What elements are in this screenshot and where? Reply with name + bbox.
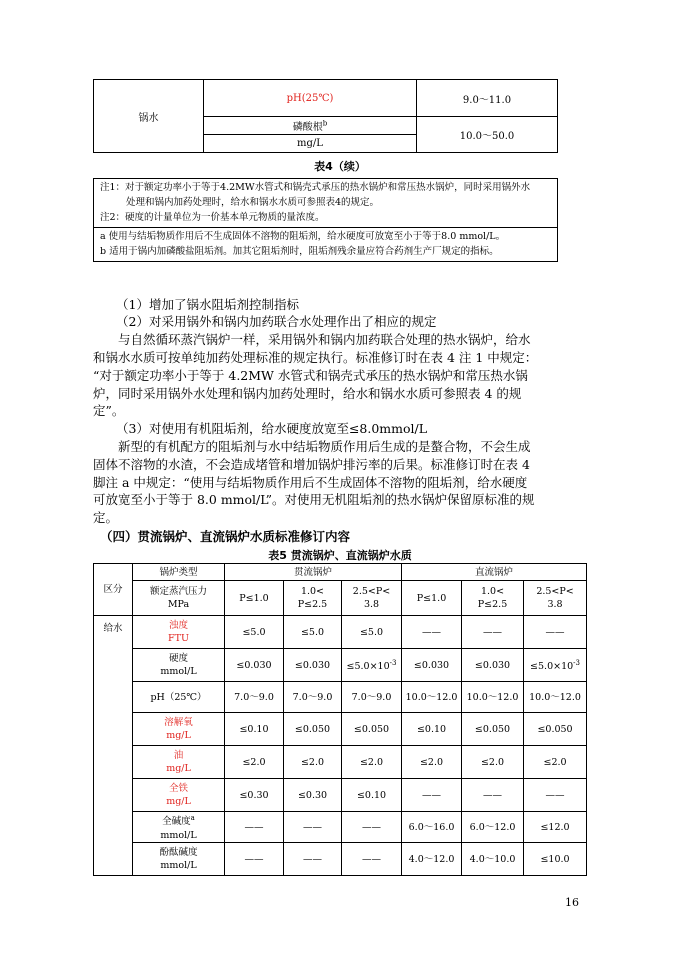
item-name-cell: pH(25℃) bbox=[204, 80, 417, 117]
value-cell: —— bbox=[402, 616, 462, 649]
value-cell: —— bbox=[462, 779, 524, 812]
value-cell: ≤2.0 bbox=[402, 746, 462, 779]
value-cell: —— bbox=[402, 779, 462, 812]
value-cell: ≤0.30 bbox=[225, 779, 284, 812]
pressure-range: 1.0< P≤2.5 bbox=[462, 581, 524, 616]
pressure-range: 2.5<P< 3.8 bbox=[524, 581, 587, 616]
value-cell: —— bbox=[225, 843, 284, 876]
footnote-a: a 使用与结垢物质作用后不生成固体不溶物的阻垢剂，给水硬度可放宽至小于等于8.0 mmol/L。 bbox=[100, 231, 506, 242]
table4-continuation bbox=[93, 79, 558, 153]
value-cell: ≤0.050 bbox=[462, 713, 524, 746]
value-cell: 7.0～9.0 bbox=[284, 682, 342, 713]
value-cell: ≤0.050 bbox=[524, 713, 587, 746]
table-row bbox=[94, 616, 587, 649]
footnote-b: b 适用于锅内加磷酸盐阻垢剂。加其它阻垢剂时，阻垢剂残余量应符合药剂生产厂规定的指标。 bbox=[100, 246, 499, 257]
note-2: 注2：硬度的计量单位为一价基本单元物质的量浓度。 bbox=[100, 212, 325, 223]
pressure-range: 1.0< P≤2.5 bbox=[284, 581, 342, 616]
value-cell: ≤0.030 bbox=[225, 649, 284, 682]
value-cell: 4.0～12.0 bbox=[402, 843, 462, 876]
table-row bbox=[94, 746, 587, 779]
value-cell: 4.0～10.0 bbox=[462, 843, 524, 876]
value-cell: 10.0～12.0 bbox=[402, 682, 462, 713]
table-row bbox=[94, 682, 587, 713]
pressure-header: 额定蒸汽压力 MPa bbox=[133, 581, 225, 616]
pressure-range: P≤1.0 bbox=[402, 581, 462, 616]
value-cell: ≤12.0 bbox=[524, 812, 587, 843]
value-cell: ≤2.0 bbox=[225, 746, 284, 779]
boiler-type-header: 锅炉类型 bbox=[133, 564, 225, 581]
value-cell: —— bbox=[524, 616, 587, 649]
value-cell: ≤0.10 bbox=[342, 779, 402, 812]
page-number: 16 bbox=[565, 896, 579, 909]
pressure-range: 2.5<P< 3.8 bbox=[342, 581, 402, 616]
value-cell: 6.0～12.0 bbox=[462, 812, 524, 843]
paragraph-line: “对于额定功率小于等于 4.2MW 水管式和锅壳式承压的热水锅炉和常压热水锅 bbox=[93, 368, 528, 383]
table5-caption: 表5 贯流锅炉、直流锅炉水质 bbox=[268, 549, 412, 562]
table-row bbox=[94, 649, 587, 682]
value-cell: ≤0.030 bbox=[284, 649, 342, 682]
paragraph-line: 新型的有机配方的阻垢剂与水中结垢物质作用后生成的是螯合物，不会生成 bbox=[118, 439, 531, 454]
value-cell: ≤0.030 bbox=[402, 649, 462, 682]
value-cell: $\le 5.0\times 10^{-3}$ bbox=[524, 649, 587, 682]
table-row bbox=[94, 843, 587, 876]
value-cell: ≤2.0 bbox=[284, 746, 342, 779]
value-cell: 9.0～11.0 bbox=[417, 80, 558, 117]
value-cell: —— bbox=[284, 843, 342, 876]
paragraph-line: 炉，同时采用锅外水处理和锅内加药处理时，给水和锅水水质可参照表 4 的规 bbox=[93, 386, 522, 401]
guanliu-header: 贯流锅炉 bbox=[225, 564, 402, 581]
value-cell: —— bbox=[342, 843, 402, 876]
indicator-name-cell: 全碱度$^a$ mmol/L bbox=[133, 812, 225, 843]
pressure-range: P≤1.0 bbox=[225, 581, 284, 616]
value-cell: ≤0.030 bbox=[462, 649, 524, 682]
indicator-name-cell: 硬度 mmol/L bbox=[133, 649, 225, 682]
paragraph-line: 定”。 bbox=[93, 403, 125, 418]
category-cell: 锅水 bbox=[94, 80, 204, 153]
item-2: （2）对采用锅外和锅内加药联合水处理作出了相应的规定 bbox=[116, 314, 437, 329]
paragraph-line: 脚注 a 中规定：“使用与结垢物质作用后不生成固体不溶物的阻垢剂，给水硬度 bbox=[93, 475, 528, 490]
value-cell: 10.0～12.0 bbox=[462, 682, 524, 713]
table-row bbox=[94, 713, 587, 746]
value-cell: 10.0～12.0 bbox=[524, 682, 587, 713]
value-cell: 6.0～16.0 bbox=[402, 812, 462, 843]
group-cell: 给水 bbox=[94, 616, 133, 876]
value-cell: —— bbox=[342, 812, 402, 843]
table4-caption: 表4（续） bbox=[314, 160, 366, 173]
qufen-header: 区分 bbox=[94, 564, 133, 616]
unit-cell: mg/L bbox=[204, 135, 417, 153]
zhiliu-header: 直流锅炉 bbox=[402, 564, 587, 581]
value-cell: —— bbox=[284, 812, 342, 843]
value-cell: ≤5.0 bbox=[284, 616, 342, 649]
value-cell: 7.0～9.0 bbox=[225, 682, 284, 713]
value-cell: ≤0.10 bbox=[225, 713, 284, 746]
note-1-cont: 处理和锅内加药处理时，给水和锅水水质可参照表4的规定。 bbox=[126, 197, 380, 208]
value-cell: ≤0.30 bbox=[284, 779, 342, 812]
paragraph-line: 固体不溶物的水渣，不会造成堵管和增加锅炉排污率的后果。标准修订时在表 4 bbox=[93, 457, 530, 472]
paragraph-line: 和锅水水质可按单纯加药处理标准的规定执行。标准修订时在表 4 注 1 中规定： bbox=[93, 350, 538, 365]
value-cell: $\le 5.0\times 10^{-3}$ bbox=[342, 649, 402, 682]
table4-notes bbox=[93, 178, 558, 262]
value-cell: ≤2.0 bbox=[342, 746, 402, 779]
section-heading: （四）贯流锅炉、直流锅炉水质标准修订内容 bbox=[100, 529, 351, 544]
note-1: 注1：对于额定功率小于等于4.2MW水管式和锅壳式承压的热水锅炉和常压热水锅炉，同时采用锅外水 bbox=[100, 182, 531, 193]
indicator-name-cell: 油 mg/L bbox=[133, 746, 225, 779]
indicator-name-cell: pH（25℃） bbox=[133, 682, 225, 713]
value-cell: 10.0～50.0 bbox=[417, 117, 558, 153]
indicator-name-cell: 酚酞碱度 mmol/L bbox=[133, 843, 225, 876]
table5 bbox=[93, 563, 587, 876]
value-cell: ≤0.10 bbox=[402, 713, 462, 746]
value-cell: —— bbox=[225, 812, 284, 843]
indicator-name-cell: 溶解氧 mg/L bbox=[133, 713, 225, 746]
paragraph-line: 与自然循环蒸汽锅炉一样，采用锅外和锅内加药联合处理的热水锅炉，给水 bbox=[118, 332, 531, 347]
paragraph-line: 可放宽至小于等于 8.0 mmol/L”。对使用无机阻垢剂的热水锅炉保留原标准的规 bbox=[93, 492, 535, 507]
value-cell: ≤0.050 bbox=[342, 713, 402, 746]
item-name-cell: 磷酸根$^b$ bbox=[204, 117, 417, 135]
value-cell: ≤5.0 bbox=[342, 616, 402, 649]
value-cell: ≤0.050 bbox=[284, 713, 342, 746]
table-row bbox=[94, 779, 587, 812]
indicator-name-cell: 浊度 FTU bbox=[133, 616, 225, 649]
item-3: （3）对使用有机阻垢剂，给水硬度放宽至≤8.0mmol/L bbox=[116, 421, 428, 436]
item-1: （1）增加了锅水阻垢剂控制指标 bbox=[116, 297, 299, 312]
value-cell: —— bbox=[524, 779, 587, 812]
indicator-name-cell: 全铁 mg/L bbox=[133, 779, 225, 812]
value-cell: ≤5.0 bbox=[225, 616, 284, 649]
value-cell: 7.0～9.0 bbox=[342, 682, 402, 713]
table-row bbox=[94, 812, 587, 843]
value-cell: ≤2.0 bbox=[524, 746, 587, 779]
value-cell: ≤2.0 bbox=[462, 746, 524, 779]
value-cell: ≤10.0 bbox=[524, 843, 587, 876]
value-cell: —— bbox=[462, 616, 524, 649]
paragraph-line: 定。 bbox=[93, 510, 119, 525]
